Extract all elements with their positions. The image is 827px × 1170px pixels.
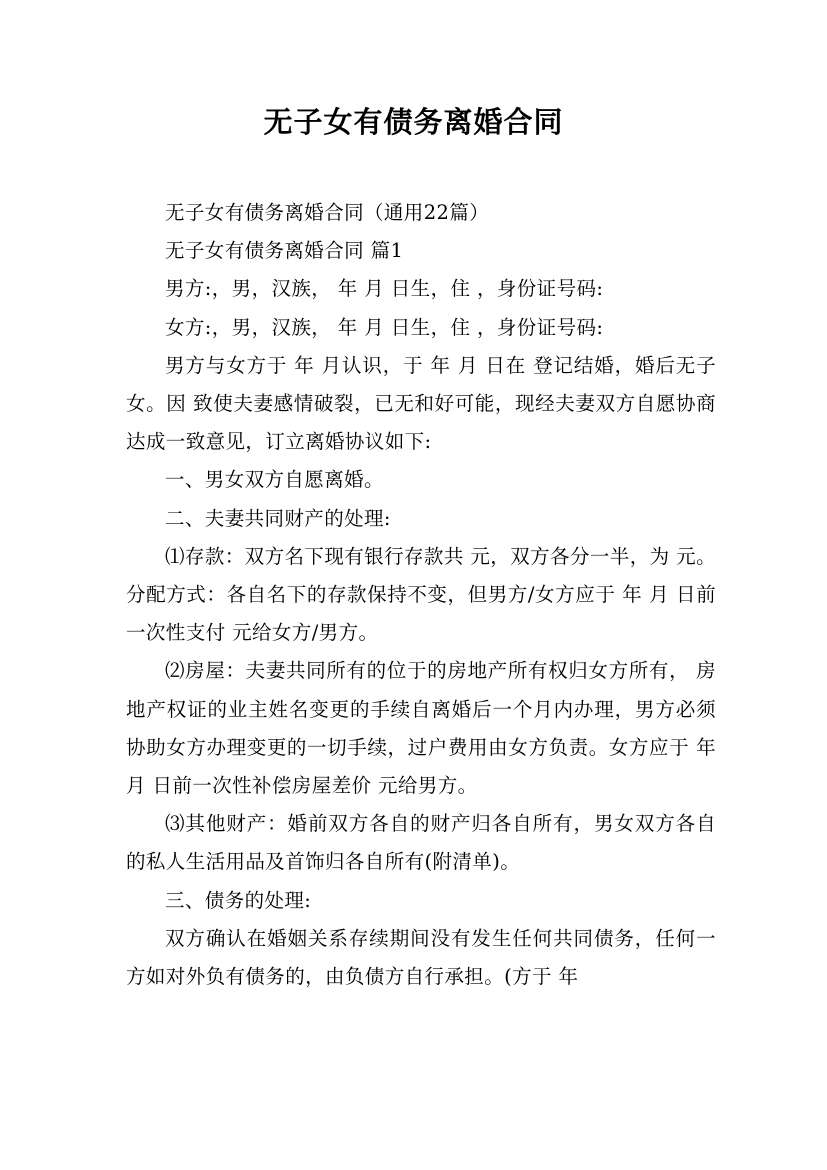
paragraph-other-property: ⑶其他财产：婚前双方各自的财产归各自所有，男女双方各自的私人生活用品及首饰归各自所有(附清单)。 [126,812,716,874]
paragraph-housing: ⑵房屋：夫妻共同所有的位于的房地产所有权归女方所有， 房地产权证的业主姓名变更的手续自离婚后一个月内办理，男方必须协助女方办理变更的一切手续，过户费用由女方负责。女方应于 年 月 日前一次性补偿房屋差价 元给男方。 [126,659,716,798]
paragraph-debts: 双方确认在婚姻关系存续期间没有发生任何共同债务，任何一方如对外负有债务的，由负债方自行承担。(方于 年 [126,926,716,989]
paragraph-clause-1: 一、男女双方自愿离婚。 [165,468,384,492]
paragraph-deposits: ⑴存款：双方名下现有银行存款共 元，双方各分一半，为 元。分配方式：各自名下的存款保持不变，但男方/女方应于 年 月 日前一次性支付 元给女方/男方。 [126,544,716,645]
paragraph-section-heading: 无子女有债务离婚合同 篇1 [165,239,404,263]
paragraph-clause-2: 二、夫妻共同财产的处理: [165,506,391,530]
paragraph-subtitle: 无子女有债务离婚合同（通用22篇） [165,201,490,224]
document-body [126,194,716,996]
paragraph-female-party: 女方:，男，汉族， 年 月 日生，住 ，身份证号码: [165,315,604,339]
paragraph-clause-3: 三、债务的处理: [165,888,312,912]
document-title: 无子女有债务离婚合同 [263,105,564,139]
paragraph-background: 男方与女方于 年 月认识，于 年 月 日在 登记结婚，婚后无子女。因 致使夫妻感情破裂，已无和好可能，现经夫妻双方自愿协商达成一致意见，订立离婚协议如下: [126,353,716,454]
paragraph-male-party: 男方:，男，汉族， 年 月 日生，住 ，身份证号码: [165,277,604,301]
